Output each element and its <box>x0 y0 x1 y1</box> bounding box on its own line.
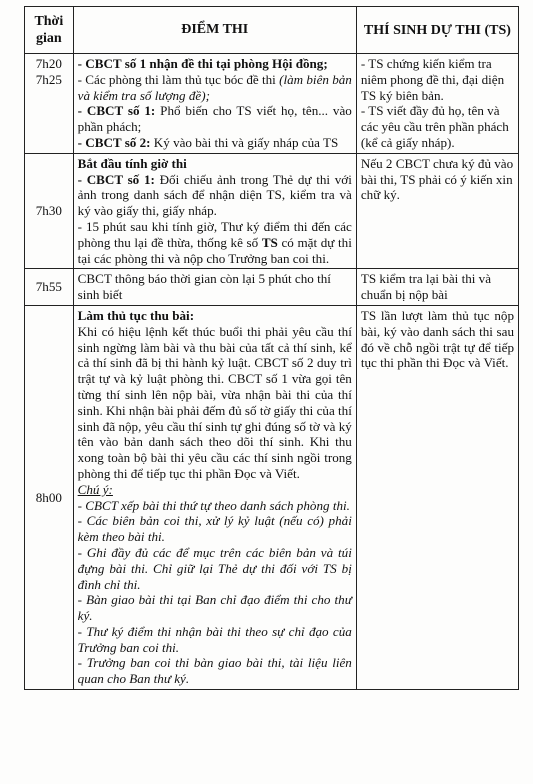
note-item: - Bàn giao bài thi tại Ban chỉ đạo điểm thi cho thư ký. <box>77 592 352 624</box>
exam-point-cell <box>73 153 356 269</box>
exam-point-cell: CBCT thông báo thời gian còn lại 5 phút cho thí sinh biết <box>73 269 356 306</box>
header-time: Thời gian <box>25 7 74 54</box>
time-label: 7h20 <box>35 56 62 71</box>
header-exam-point: ĐIỂM THI <box>73 7 356 54</box>
step-text: - CBCT số 1: Đối chiếu ảnh trong Thẻ dự thi với ảnh trong danh sách để nhận diện TS, kiểm tra và ký vào giấy thi, giấy nháp. <box>77 171 352 219</box>
header-row <box>25 7 519 54</box>
note-item: - Ghi đầy đủ các để mục trên các biên bản và túi đựng bài thi. Chỉ giữ lại Thẻ dự thi đối với TS bị đình chỉ thi. <box>77 544 352 592</box>
note-item: - CBCT xếp bài thi thứ tự theo danh sách phòng thi. <box>77 497 350 513</box>
time-cell <box>25 54 74 154</box>
time-label: 7h25 <box>35 71 62 87</box>
step-text: - CBCT số 2: Ký vào bài thi và giấy nháp của TS <box>77 134 339 150</box>
header-candidate: THÍ SINH DỰ THI (TS) <box>356 7 518 54</box>
table-row <box>25 305 519 689</box>
exam-point-cell <box>73 54 356 154</box>
step-text: - CBCT số 1: Phổ biến cho TS viết họ, tên... vào phần phách; <box>77 103 352 135</box>
time-cell: 8h00 <box>25 305 74 689</box>
section-heading: Bắt đầu tính giờ thi <box>77 155 187 171</box>
table-row <box>25 54 519 154</box>
exam-schedule-table <box>24 6 519 690</box>
note-item: - Thư ký điểm thi nhận bài thi theo sự chỉ đạo của Trưởng ban coi thi. <box>77 623 352 655</box>
exam-point-cell <box>73 305 356 689</box>
table-row <box>25 269 519 306</box>
candidate-cell: Nếu 2 CBCT chưa ký đủ vào bài thi, TS phải có ý kiến xin chữ ký. <box>356 153 518 269</box>
candidate-cell <box>356 54 518 154</box>
candidate-text: - TS chứng kiến kiểm tra niêm phong đề thi, đại diện TS ký biên bản. <box>360 56 505 103</box>
step-text: - Các phòng thi làm thủ tục bóc đề thi (làm biên bản và kiểm tra số lượng đề); <box>77 71 352 103</box>
step-text: - 15 phút sau khi tính giờ, Thư ký điểm thi đến các phòng thu lại đề thừa, thống kê số TS có mặt dự thi tại các phòng thi và nộp cho Trưởng ban coi thi. <box>77 218 352 266</box>
step-text: - CBCT số 1 nhận đề thi tại phòng Hội đồng; <box>77 56 328 71</box>
note-item: - Trưởng ban coi thi bàn giao bài thi, tài liệu liên quan cho Ban thư ký. <box>77 655 352 687</box>
note-title: Chú ý: <box>77 481 113 497</box>
note-item: - Các biên bản coi thi, xử lý kỷ luật (nếu có) phải kèm theo bài thi. <box>77 513 352 545</box>
table-row <box>25 153 519 269</box>
candidate-text: - TS viết đầy đủ họ, tên và các yêu cầu trên phần phách (kể cả giấy nháp). <box>360 103 509 150</box>
time-cell: 7h30 <box>25 153 74 269</box>
candidate-cell: TS kiểm tra lại bài thi và chuẩn bị nộp bài <box>356 269 518 306</box>
candidate-cell: TS lần lượt làm thủ tục nộp bài, ký vào danh sách thi sau đó về chỗ ngồi trật tự để tiếp tục thi phần thi Đọc và Viết. <box>356 305 518 689</box>
section-heading: Làm thủ tục thu bài: <box>77 307 195 323</box>
time-cell: 7h55 <box>25 269 74 306</box>
procedure-text: Khi có hiệu lệnh kết thúc buổi thi phải yêu cầu thí sinh ngừng làm bài và thu bài của tất cả thí sinh, kể cả thí sinh đã bị thi hành kỷ luật. CBCT số 2 duy trì trật tự và kỷ luật phòng thi. CBCT số 1 vừa gọi tên từng thí sinh lên nộp bài, vừa nhận bài thi của thí sinh. Khi nhận bài phải đếm đủ số tờ giấy thi của thí sinh đã nộp, yêu cầu thí sinh tự ghi đúng số tờ và ký tên vào bản danh sách theo dõi thí sinh. Khi thu xong toàn bộ bài thi yêu cầu các thí sinh ngồi trong phòng thi để tiếp tục thi phần Đọc và Viết. <box>77 323 352 481</box>
